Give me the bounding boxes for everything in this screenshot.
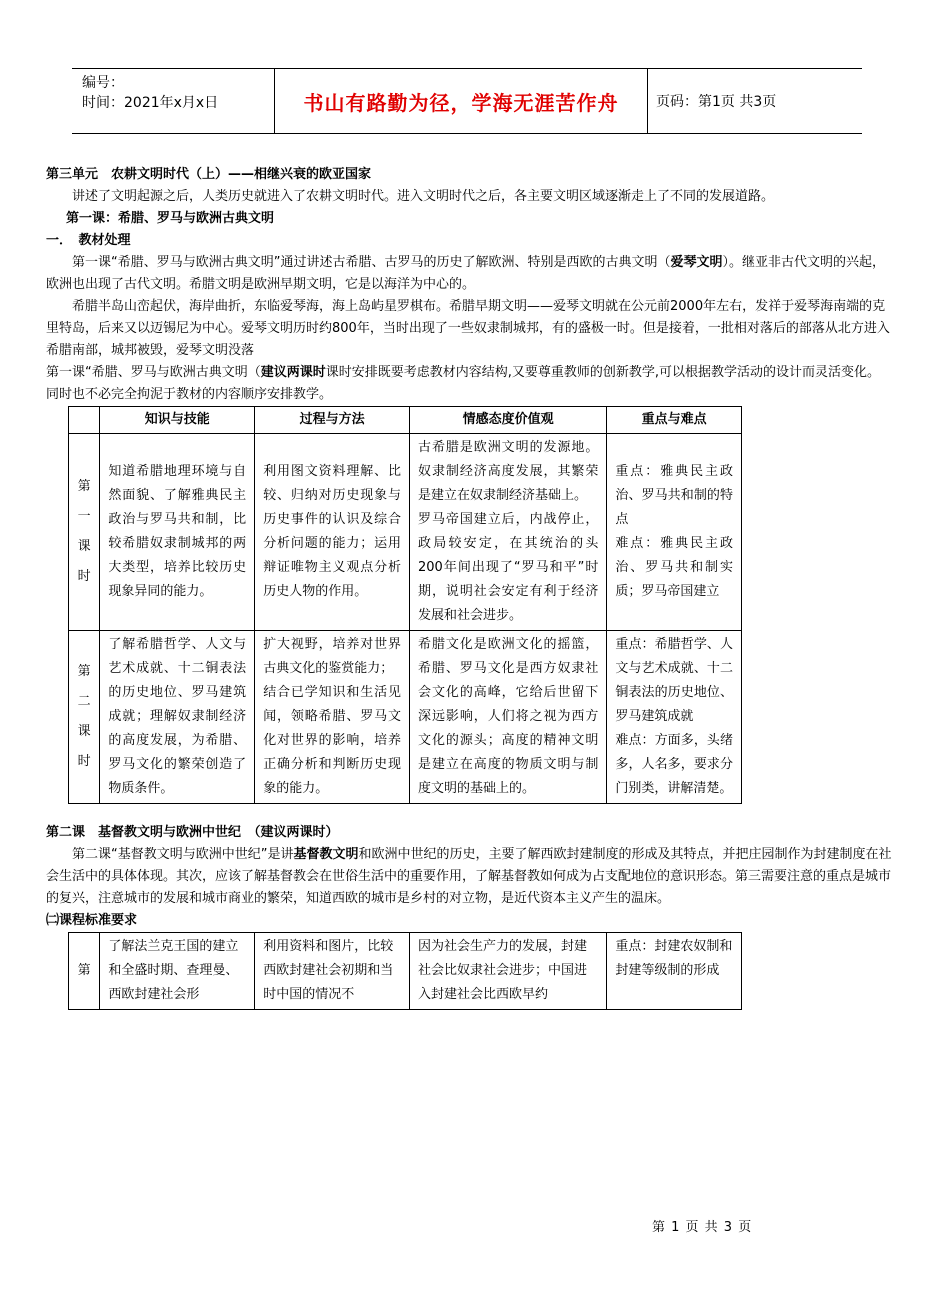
process-cell: 利用资料和图片，比较西欧封建社会初期和当时中国的情况不 (255, 933, 410, 1010)
key-points-cell: 重点：雅典民主政治、罗马共和制的特点 难点：雅典民主政治、罗马共和制实质；罗马帝国建立 (607, 434, 742, 631)
table-header-cell: 知识与技能 (100, 407, 255, 434)
paragraph-3-text-2: 课时安排既要考虑教材内容结构,又要尊重教师的创新教学,可以根据教学活动的设计而灵活变化。同时也不必完全拘泥于教材的内容顺序安排教学。 (46, 365, 881, 402)
unit-title: 第三单元 农耕文明时代（上）——相继兴衰的欧亚国家 (46, 167, 372, 182)
lesson2-title: 第二课 基督教文明与欧洲中世纪 （建议两课时） (46, 825, 339, 840)
knowledge-cell: 了解法兰克王国的建立和全盛时期、查理曼、西欧封建社会形 (100, 933, 255, 1010)
page-header (72, 68, 862, 134)
key-points-cell: 重点：希腊哲学、人文与艺术成就、十二铜表法的历史地位、罗马建筑成就 难点：方面多，头绪多，人名多，要求分门别类，讲解清楚。 (607, 631, 742, 804)
paragraph-4 (46, 844, 892, 910)
document-body (46, 164, 892, 1010)
table-header-cell (69, 407, 100, 434)
key-points-cell: 重点：封建农奴制和封建等级制的形成 (607, 933, 742, 1010)
period-label: 第二课时 (77, 664, 91, 769)
period-cell (69, 434, 100, 631)
table-header-row (69, 407, 742, 434)
process-cell: 扩大视野，培养对世界古典文化的鉴赏能力； 结合已学知识和生活见闻，领略希腊、罗马文化对世界的影响，培养正确分析和判断历史现象的能力。 (255, 631, 410, 804)
curriculum-table (68, 932, 742, 1010)
time-label: 时间：2021年x月x日 (82, 95, 219, 111)
header-page-label: 页码：第1页 共3页 (656, 94, 777, 110)
paragraph-3-text: 第一课“希腊、罗马与欧洲古典文明（ (46, 365, 261, 380)
header-left (72, 69, 274, 133)
emotion-cell: 古希腊是欧洲文明的发源地。奴隶制经济高度发展，其繁荣是建立在奴隶制经济基础上。 罗马帝国建立后，内战停止，政局较安定，在其统治的头200年间出现了“罗马和平”时期，说明社会安定有利于经济发展和社会进步。 (410, 434, 607, 631)
header-motto: 书山有路勤为径，学海无涯苦作舟 (274, 69, 648, 133)
table-row (69, 933, 742, 1010)
section-heading-2: ㈡课程标准要求 (46, 913, 138, 928)
knowledge-cell: 知道希腊地理环境与自然面貌、了解雅典民主政治与罗马共和制，比较希腊奴隶制城邦的两大类型，培养比较历史现象异同的能力。 (100, 434, 255, 631)
period-cell: 第 (69, 933, 100, 1010)
number-label: 编号： (82, 75, 124, 91)
paragraph-1-bold: 爱琴文明 (670, 255, 723, 270)
page-footer: 第 1 页 共 3 页 (652, 1220, 753, 1235)
section-heading-1: 一． 教材处理 (46, 233, 131, 248)
lesson-plan-table (68, 406, 742, 804)
table-header-cell: 过程与方法 (255, 407, 410, 434)
lesson1-title: 第一课：希腊、罗马与欧洲古典文明 (66, 211, 275, 226)
table-header-cell: 重点与难点 (607, 407, 742, 434)
emotion-cell: 希腊文化是欧洲文化的摇篮，希腊、罗马文化是西方奴隶社会文化的高峰，它给后世留下深远影响，人们将之视为西方文化的源头；高度的精神文明是建立在高度的物质文明与制度文明的基础上的。 (410, 631, 607, 804)
knowledge-cell: 了解希腊哲学、人文与艺术成就、十二铜表法的历史地位、罗马建筑成就；理解奴隶制经济的高度发展，为希腊、罗马文化的繁荣创造了物质条件。 (100, 631, 255, 804)
paragraph-4-bold: 基督教文明 (293, 847, 359, 862)
paragraph-3 (46, 362, 892, 406)
table-row (69, 434, 742, 631)
paragraph-2: 希腊半岛山峦起伏，海岸曲折，东临爱琴海，海上岛屿星罗棋布。希腊早期文明——爱琴文明就在公元前2000年左右，发祥于爱琴海南端的克里特岛，后来又以迈锡尼为中心。爱琴文明历时约800年，当时出现了一些奴隶制城邦，有的盛极一时。但是接着，一批相对落后的部落从北方进入希腊南部，城邦被毁，爱琴文明没落 (46, 299, 890, 358)
period-cell (69, 631, 100, 804)
paragraph-4-text-2: 和欧洲中世纪的历史，主要了解西欧封建制度的形成及其特点，并把庄园制作为封建制度在社会生活中的具体体现。其次，应该了解基督教会在世俗生活中的重要作用，了解基督教如何成为占支配地位的意识形态。第三需要注意的重点是城市的复兴，注意城市的发展和城市商业的繁荣，知道西欧的城市是乡村的对立物，是近代资本主义产生的温床。 (46, 847, 892, 906)
paragraph-4-text: 第二课“基督教文明与欧洲中世纪”是讲 (72, 847, 294, 862)
process-cell: 利用图文资料理解、比较、归纳对历史现象与历史事件的认识及综合分析问题的能力；运用辩证唯物主义观点分析历史人物的作用。 (255, 434, 410, 631)
period-label: 第一课时 (77, 479, 91, 584)
intro-paragraph: 讲述了文明起源之后，人类历史就进入了农耕文明时代。进入文明时代之后，各主要文明区域逐渐走上了不同的发展道路。 (72, 189, 775, 204)
paragraph-1-text-2: ）。继亚非古代文明的兴起，欧洲也出现了古代文明。希腊文明是欧洲早期文明，它是以海洋为中心的。 (46, 255, 886, 292)
emotion-cell: 因为社会生产力的发展，封建社会比奴隶社会进步；中国进入封建社会比西欧早约 (410, 933, 607, 1010)
paragraph-3-bold: 建议两课时 (260, 365, 326, 380)
paragraph-1 (46, 252, 892, 296)
table-row (69, 631, 742, 804)
table-header-cell: 情感态度价值观 (410, 407, 607, 434)
paragraph-1-text: 第一课“希腊、罗马与欧洲古典文明”通过讲述古希腊、古罗马的历史了解欧洲、特别是西欧的古典文明（ (72, 255, 671, 270)
